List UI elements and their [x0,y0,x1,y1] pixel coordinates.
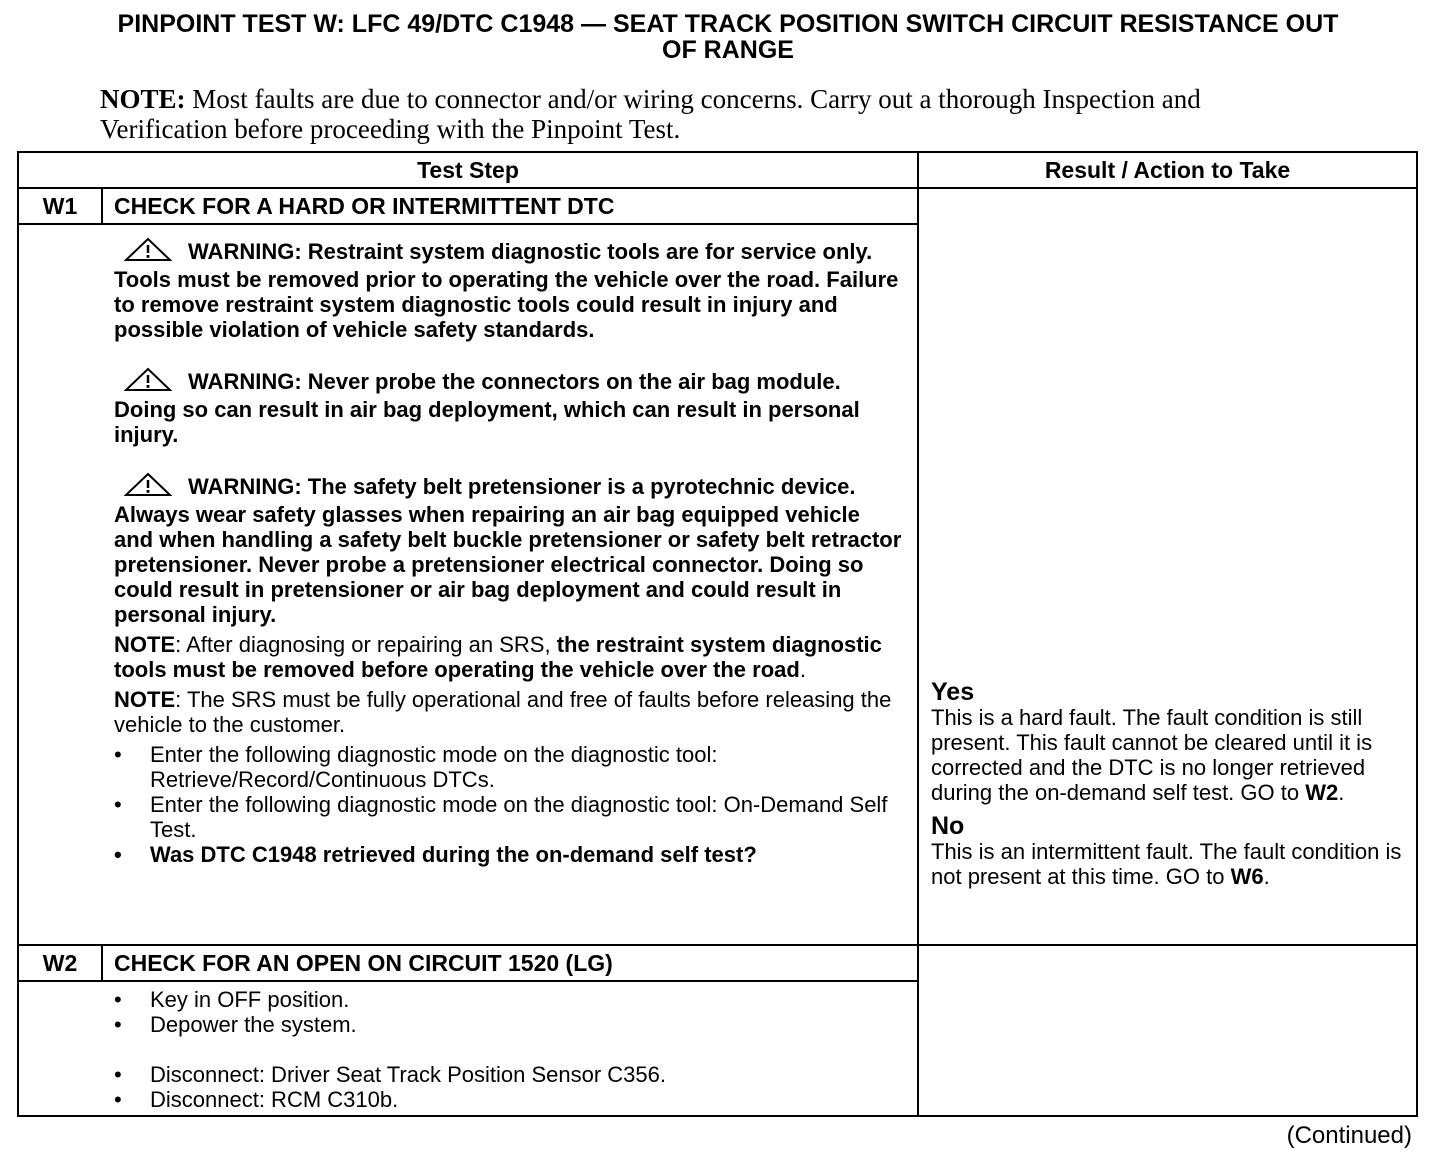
no-action [931,839,1411,889]
pinpoint-test-table [17,151,1418,1117]
page-title [0,11,1456,63]
list-item-text: Depower the system. [150,1012,357,1037]
title-line-2: OF RANGE [662,36,794,64]
bullet-icon: • [114,987,122,1012]
w1-title-divider [19,223,917,225]
yes-label: Yes [931,678,975,706]
continued-label: (Continued) [1286,1122,1412,1149]
no-action-text: This is an intermittent fault. The fault condition is not present at this time. GO to [931,839,1402,889]
bullet-icon: • [114,842,122,867]
no-label: No [931,812,965,840]
yes-action-end: . [1338,780,1345,805]
note-2 [114,687,904,737]
title-line-1: PINPOINT TEST W: LFC 49/DTC C1948 — SEAT TRACK POSITION SWITCH CIRCUIT RESISTANCE OUT [117,10,1339,38]
list-item [114,987,904,1012]
list-item-text: Key in OFF position. [150,987,350,1012]
list-item-text: Was DTC C1948 retrieved during the on-demand self test? [150,842,757,867]
yes-goto-step: W2 [1305,780,1339,805]
bullet-icon: • [114,1062,122,1087]
list-item [114,1062,904,1087]
w1-result [931,679,1411,889]
list-item-text: Enter the following diagnostic mode on the diagnostic tool: On-Demand Self Test. [150,792,888,842]
header-test-step: Test Step [417,157,519,183]
intro-note [100,84,1250,144]
warning-triangle-icon [124,237,172,267]
list-item-text: Disconnect: RCM C310b. [150,1087,399,1112]
w1-step-body [114,237,904,867]
bullet-icon: • [114,742,122,767]
intro-note-text: Most faults are due to connector and/or wiring concerns. Carry out a thorough Inspection and Verification before proceeding with the Pinpoint Test. [100,84,1201,144]
note-2-label: NOTE [114,687,176,712]
bullet-icon: • [114,1012,122,1037]
yes-action-text: This is a hard fault. The fault condition is still present. This fault cannot be cleared until it is corrected and the DTC is no longer retrieved during the on-demand self test. GO to [931,705,1373,805]
warning-triangle-icon [124,472,172,502]
warning-2 [114,367,904,447]
column-divider [917,153,919,1115]
note-1-end: . [799,657,806,682]
list-item [114,792,904,842]
no-action-end: . [1263,864,1270,889]
warning-2-text: WARNING: Never probe the connectors on the air bag module. Doing so can result in air bag deployment, which can result in personal injury. [114,369,860,447]
w1-step-title: CHECK FOR A HARD OR INTERMITTENT DTC [114,193,615,219]
note-2-text: : The SRS must be fully operational and free of faults before releasing the vehicle to the customer. [114,687,892,737]
note-1 [114,632,904,682]
note-1-bold-text: the restraint system diagnostic tools must be removed before operating the vehicle over the road [114,632,882,682]
list-item-text: Disconnect: Driver Seat Track Position Sensor C356. [150,1062,667,1087]
bullet-icon: • [114,1087,122,1112]
list-item-text: Enter the following diagnostic mode on the diagnostic tool: Retrieve/Record/Continuous DTCs. [150,742,718,792]
note-1-text: : After diagnosing or repairing an SRS, [175,632,557,657]
w2-title-divider [19,980,917,982]
warning-triangle-icon [124,367,172,397]
w2-step-title: CHECK FOR AN OPEN ON CIRCUIT 1520 (LG) [114,950,613,976]
warning-3-text: WARNING: The safety belt pretensioner is a pyrotechnic device. Always wear safety glasses when repairing an air bag equipped vehicle and when handling a safety belt buckle pretensioner or safety belt retractor pretensioner. Never probe a pretensioner electrical connector. Doing so could result in pretensioner or air bag deployment and could result in personal injury. [114,474,902,627]
list-item [114,1012,904,1037]
warning-1-text: WARNING: Restraint system diagnostic tools are for service only. Tools must be removed prior to operating the vehicle over the road. Failure to remove restraint system diagnostic tools could result in injury and possible violation of vehicle safety standards. [114,239,899,342]
w1-step-id: W1 [42,193,78,219]
note-1-label: NOTE [114,632,176,657]
warning-1 [114,237,904,342]
w2-id-divider [101,946,103,980]
w2-step-body [114,987,904,1112]
warning-3 [114,472,904,627]
list-item [114,1087,904,1112]
w1-id-divider [101,189,103,223]
w2-step-id: W2 [42,950,78,976]
intro-note-label: NOTE: [100,84,186,114]
yes-action [931,705,1411,805]
list-item [114,842,904,867]
header-result: Result / Action to Take [1044,157,1291,183]
bullet-icon: • [114,792,122,817]
no-goto-step: W6 [1230,864,1264,889]
list-item [114,742,904,792]
